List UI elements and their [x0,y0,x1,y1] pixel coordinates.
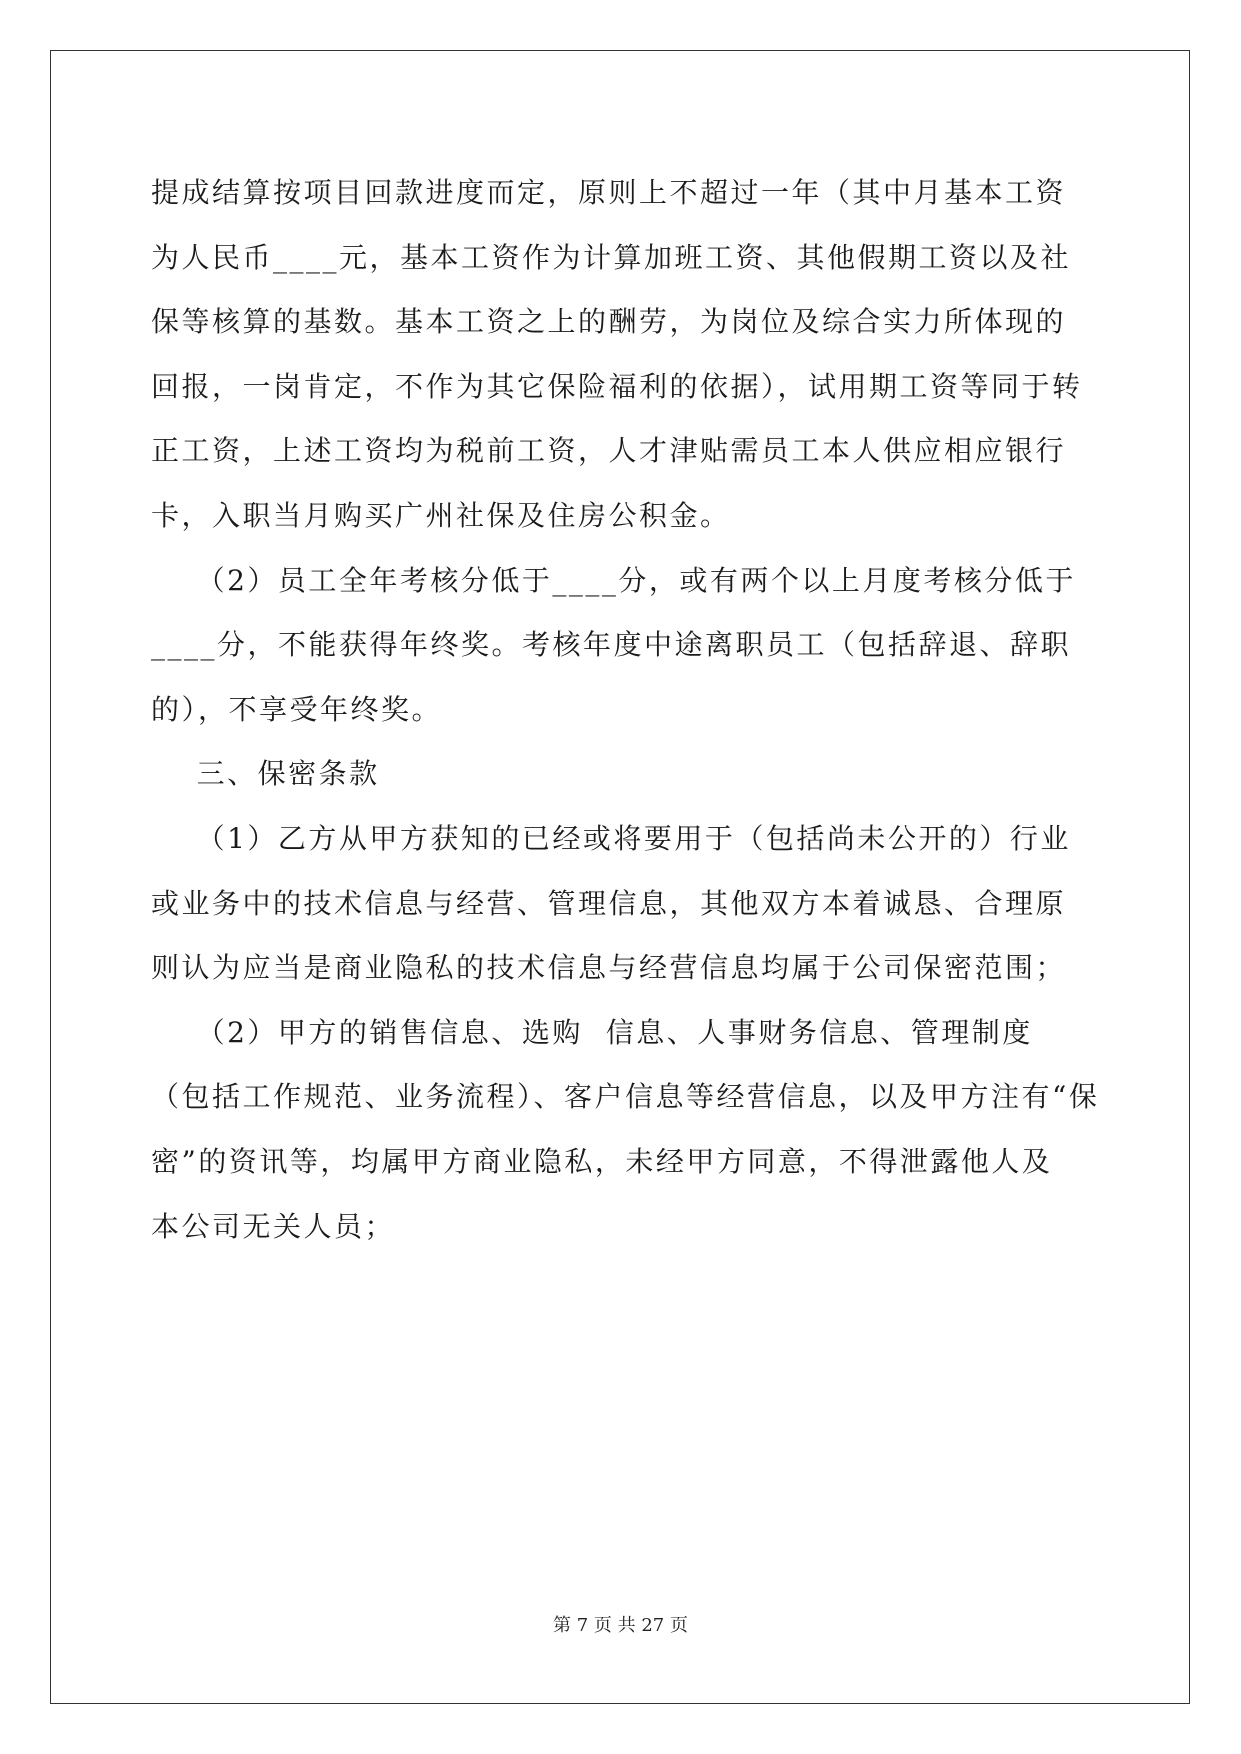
text-line: 卡，入职当月购买广州社保及住房公积金。 [151,498,731,532]
text-line: 则认为应当是商业隐私的技术信息与经营信息均属于公司保密范围； [151,951,1067,985]
page-number-footer: 第 7 页 共 27 页 [553,1615,688,1636]
text-line: 的），不享受年终奖。 [151,692,443,726]
text-line: 或业务中的技术信息与经营、管理信息，其他双方本着诚恳、合理原 [151,886,1067,920]
text-line: 为人民币____元，基本工资作为计算加班工资、其他假期工资以及社 [151,240,1072,274]
text-line: 正工资，上述工资均为税前工资，人才津贴需员工本人供应相应银行 [151,434,1067,468]
text-line: 密”的资讯等，均属甲方商业隐私，未经甲方同意，不得泄露他人及 [151,1144,1053,1178]
text-line: 提成结算按项目回款进度而定，原则上不超过一年（其中月基本工资 [151,176,1067,209]
text-line: ____分，不能获得年终奖。考核年度中途离职员工（包括辞退、辞职 [151,628,1072,662]
text-line: （包括工作规范、业务流程）、客户信息等经营信息，以及甲方注有“保 [151,1080,1100,1114]
text-line: （2）甲方的销售信息、选购 信息、人事财务信息、管理制度 [151,1015,1033,1049]
text-line: 保等核算的基数。基本工资之上的酬劳，为岗位及综合实力所体现的 [151,305,1067,339]
text-line: 回报，一岗肯定，不作为其它保险福利的依据），试用期工资等同于转 [151,369,1083,403]
section-heading: 三、保密条款 [151,757,380,791]
document-body [151,165,1100,1263]
text-line: 本公司无关人员； [151,1209,396,1243]
text-line: （2）员工全年考核分低于____分，或有两个以上月度考核分低于 [151,563,1076,597]
text-line: （1）乙方从甲方获知的已经或将要用于（包括尚未公开的）行业 [151,821,1071,855]
